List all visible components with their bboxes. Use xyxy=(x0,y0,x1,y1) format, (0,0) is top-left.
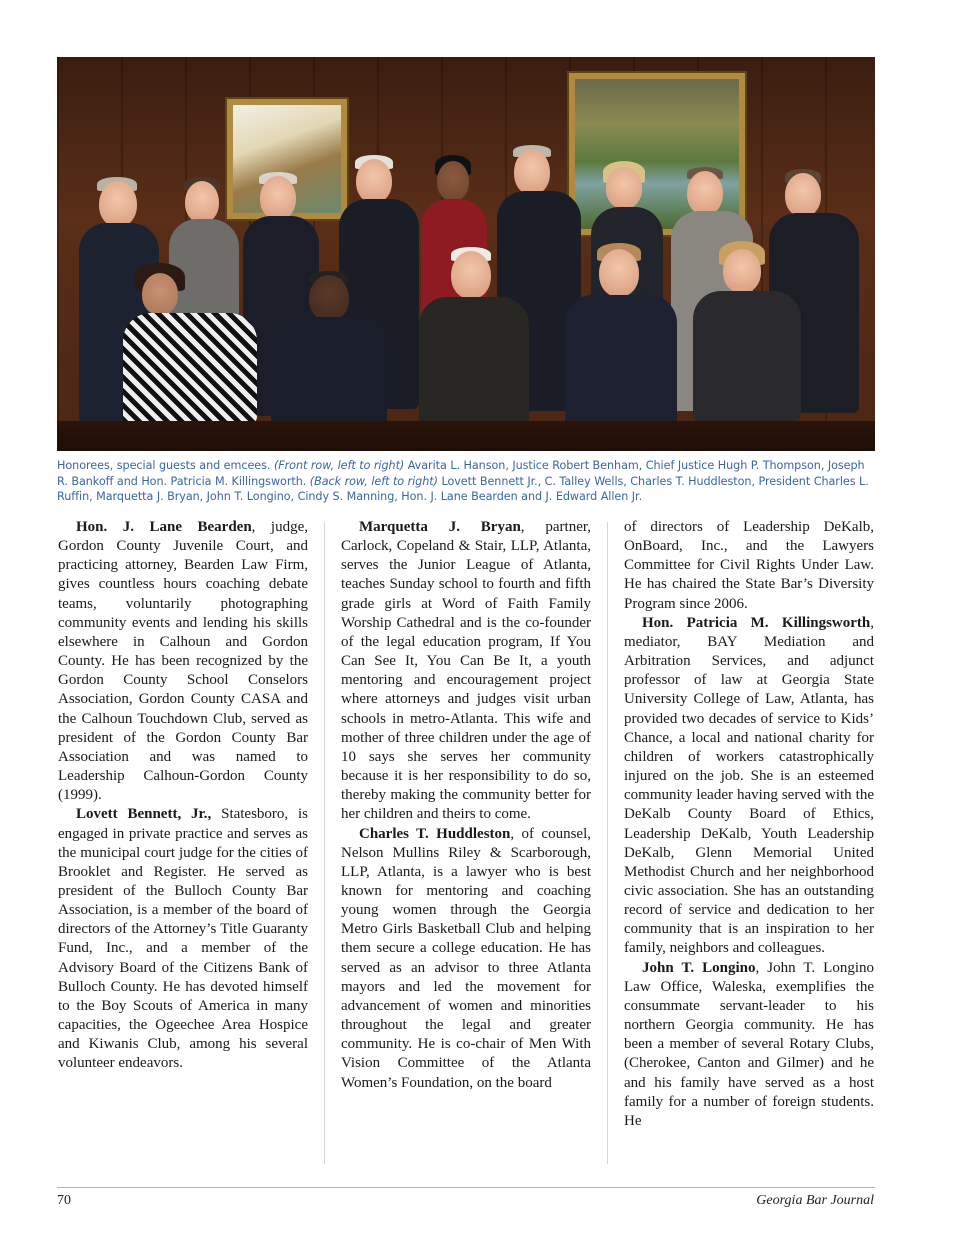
footer-rule xyxy=(57,1187,875,1188)
article-column-3 xyxy=(624,518,874,1166)
article-column-2 xyxy=(341,518,591,1166)
photo-caption xyxy=(57,458,875,505)
caption-back-names: Lovett Bennett Jr., C. Talley Wells, Charles T. Huddleston, President Charles L. Ruffin, Marquetta J. Bryan, John T. Longino, Cindy S. Manning, Hon. J. Lane Bearden and J. Edward Allen Jr. xyxy=(57,474,869,504)
paragraph-bennett xyxy=(58,805,308,1073)
paragraph-longino xyxy=(624,959,874,1131)
caption-front-names: Avarita L. Hanson, Justice Robert Benham, Chief Justice Hugh P. Thompson, Joseph R. Bankoff and Hon. Patricia M. Killingsworth. xyxy=(57,459,865,488)
paragraph-bryan xyxy=(341,518,591,825)
honoree-name: Charles T. Huddleston xyxy=(359,825,511,842)
honoree-name: Lovett Bennett, Jr., xyxy=(76,806,212,823)
paragraph-text: , of counsel, Nelson Mullins Riley & Scarborough, LLP, Atlanta, is a lawyer who is best known for mentoring and coaching young women through the Georgia Metro Girls Basketball Club and helping them secure a college education. He has served as an advisor to three Atlanta mayors and led the movement for advancement of women and minorities throughout the legal and greater community. He is co-chair of Men With Vision Committee of the Atlanta Women’s Foundation, on the board xyxy=(341,825,591,1091)
paragraph-text: of directors of Leadership DeKalb, OnBoard, Inc., and the Lawyers Committee for Civil Rights Under Law. He has chaired the State Bar’s Diversity Program since 2006. xyxy=(624,519,874,612)
journal-title: Georgia Bar Journal xyxy=(756,1193,874,1208)
page-number: 70 xyxy=(57,1193,71,1208)
group-photo xyxy=(57,57,875,451)
honoree-name: John T. Longino xyxy=(642,959,756,976)
caption-back-label: (Back row, left to right) xyxy=(309,474,438,488)
paragraph-huddleston-continued xyxy=(624,518,874,614)
paragraph-text: , mediator, BAY Mediation and Arbitration Services, and adjunct professor of law at Georgia State University College of Law, Atlanta, has provided two decades of service to Kids’ Chance, a local and national charity for children of workers catastrophically injured on the job. She is an esteemed community leader having served with the DeKalb County Board of Ethics, Leadership DeKalb, Youth Leadership DeKalb, Glenn Memorial United Methodist Church and her neighborhood civic association. She has an outstanding record of service and dedication to her community that is an inspiration to her family, neighbors and colleagues. xyxy=(624,614,874,957)
paragraph-killingsworth xyxy=(624,614,874,959)
column-divider xyxy=(324,522,325,1164)
honoree-name: Marquetta J. Bryan xyxy=(359,519,521,535)
honoree-name: Hon. J. Lane Bearden xyxy=(76,519,252,535)
paragraph-text: Statesboro, is engaged in private practice and serves as the municipal court judge for the cities of Brooklet and Register. He served as president of the Bulloch County Bar Association, is a member of the board of directors of the Attorney’s Title Guaranty Fund, Inc., and a member of the Advisory Board of the Citizens Bank of Bulloch County. He has devoted himself to the Boy Scouts of America in many capacities, the Ogeechee Area Hospice and Kiwanis Club, among his several volunteer endeavors. xyxy=(58,806,308,1072)
paragraph-huddleston xyxy=(341,825,591,1093)
paragraph-bearden xyxy=(58,518,308,805)
caption-lead: Honorees, special guests and emcees. xyxy=(57,459,271,472)
conference-table xyxy=(57,421,875,451)
honoree-name: Hon. Patricia M. Killingsworth xyxy=(642,614,871,631)
paragraph-text: , judge, Gordon County Juvenile Court, and practicing attorney, Bearden Law Firm, gives countless hours coaching debate teams, voluntarily photographing community events and lending his skills elsewhere in Calhoun and Gordon County. He has been recognized by the Gordon County School Conselors Association, Gordon County CASA and the Calhoun Touchdown Club, served as president of the Gordon County Bar Association and was named to Leadership Calhoun-Gordon County (1999). xyxy=(58,519,308,804)
column-divider xyxy=(607,522,608,1164)
caption-front-label: (Front row, left to right) xyxy=(273,459,405,472)
article-column-1 xyxy=(58,518,308,1166)
paragraph-text: , partner, Carlock, Copeland & Stair, LLP, Atlanta, serves the Junior League of Atlanta, teaches Sunday school to fourth and fifth grade girls at Word of Faith Family Worship Cathedral and is the co-founder of the legal education program, If You Can See It, You Can Be It, a youth mentoring and encouragement project where attorneys and judges visit urban schools in metro-Atlanta. This wife and mother of three children under the age of 10 says she serves her community because it is her responsibility to do so, thereby making the community better for her children and theirs to come. xyxy=(341,519,591,823)
paragraph-text: , John T. Longino Law Office, Waleska, exemplifies the consummate servant-leader to his northern Georgia community. He has been a member of several Rotary Clubs, (Cherokee, Canton and Gilmer) and he and his family have served as a host family for a number of foreign students. He xyxy=(624,959,874,1129)
